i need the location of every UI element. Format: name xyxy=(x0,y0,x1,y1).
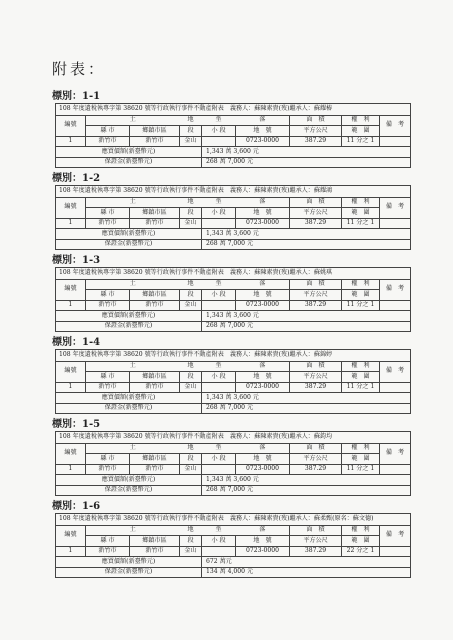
cell-county: 新竹市 xyxy=(86,464,130,475)
price-value: 1,343 萬 3,600 元 xyxy=(202,475,411,486)
col-town: 鄉鎮市區 xyxy=(130,454,180,465)
col-county: 縣 市 xyxy=(86,536,130,547)
cell-town: 新竹市 xyxy=(130,136,180,147)
cell-lot: 0723-0000 xyxy=(236,136,290,147)
cell-county: 新竹市 xyxy=(86,218,130,229)
cell-county: 新竹市 xyxy=(86,382,130,393)
col-range: 範 圍 xyxy=(342,454,380,465)
col-sit: 坐 xyxy=(202,525,236,536)
col-unit: 平方公尺 xyxy=(290,126,342,137)
price-value: 1,343 萬 3,600 元 xyxy=(202,229,411,240)
col-lotno: 地 號 xyxy=(236,454,290,465)
col-sit: 坐 xyxy=(202,197,236,208)
section-label: 標別：1-4 xyxy=(52,337,101,348)
cell-area: 387.29 xyxy=(290,464,342,475)
deposit-value: 268 萬 7,000 元 xyxy=(202,485,411,496)
col-land2: 地 xyxy=(180,115,202,126)
auction-section xyxy=(52,254,412,332)
deposit-value: 268 萬 7,000 元 xyxy=(202,157,411,168)
col-loc: 落 xyxy=(236,197,290,208)
table-header: 108 年度遺稅執專字第 38620 號等行政執行事件不動產附表 義務人：蘇陳素貴(歿)繼承人：蘇鈞均 xyxy=(56,432,411,444)
cell-sec: 金山 xyxy=(180,218,202,229)
cell-subsec xyxy=(202,464,236,475)
col-sec: 段 xyxy=(180,126,202,137)
page-title: 附表： xyxy=(52,60,107,78)
cell-remark xyxy=(380,136,411,147)
cell-share: 11 分之 1 xyxy=(342,136,380,147)
col-land: 土 xyxy=(86,197,180,208)
col-sit: 坐 xyxy=(202,115,236,126)
price-label: 應買價額(新臺幣元) xyxy=(56,475,202,486)
price-value: 1,343 萬 3,600 元 xyxy=(202,147,411,158)
price-label: 應買價額(新臺幣元) xyxy=(56,229,202,240)
cell-area: 387.29 xyxy=(290,382,342,393)
cell-town: 新竹市 xyxy=(130,382,180,393)
deposit-label: 保證金(新臺幣元) xyxy=(56,403,202,414)
auction-section xyxy=(52,336,412,414)
col-range: 範 圍 xyxy=(342,208,380,219)
cell-no: 1 xyxy=(56,218,86,229)
cell-share: 11 分之 1 xyxy=(342,464,380,475)
property-table xyxy=(55,431,411,496)
col-area: 面 積 xyxy=(290,279,342,290)
cell-county: 新竹市 xyxy=(86,300,130,311)
col-county: 縣 市 xyxy=(86,372,130,383)
price-label: 應買價額(新臺幣元) xyxy=(56,311,202,322)
col-share: 權 利 xyxy=(342,525,380,536)
price-label: 應買價額(新臺幣元) xyxy=(56,147,202,158)
col-lotno: 地 號 xyxy=(236,372,290,383)
col-serial: 編號 xyxy=(56,443,86,464)
table-header: 108 年度遺稅執專字第 38620 號等行政執行事件不動產附表 義務人：蘇陳素貴(歿)繼承人：蘇姚琪 xyxy=(56,268,411,280)
cell-area: 387.29 xyxy=(290,136,342,147)
col-serial: 編號 xyxy=(56,361,86,382)
deposit-value: 268 萬 7,000 元 xyxy=(202,403,411,414)
col-lotno: 地 號 xyxy=(236,126,290,137)
col-land: 土 xyxy=(86,525,180,536)
col-sec: 段 xyxy=(180,372,202,383)
table-header: 108 年度遺稅執專字第 38620 號等行政執行事件不動產附表 義務人：蘇陳素貴(歿)繼承人：蘇錦婷 xyxy=(56,350,411,362)
cell-no: 1 xyxy=(56,464,86,475)
col-subsec: 小 段 xyxy=(202,454,236,465)
price-value: 1,343 萬 3,600 元 xyxy=(202,393,411,404)
cell-area: 387.29 xyxy=(290,300,342,311)
auction-section xyxy=(52,418,412,496)
col-county: 縣 市 xyxy=(86,290,130,301)
cell-remark xyxy=(380,546,411,557)
col-share: 權 利 xyxy=(342,197,380,208)
cell-no: 1 xyxy=(56,300,86,311)
cell-lot: 0723-0000 xyxy=(236,218,290,229)
cell-share: 22 分之 1 xyxy=(342,546,380,557)
cell-town: 新竹市 xyxy=(130,464,180,475)
col-town: 鄉鎮市區 xyxy=(130,126,180,137)
cell-lot: 0723-0000 xyxy=(236,382,290,393)
cell-no: 1 xyxy=(56,382,86,393)
col-share: 權 利 xyxy=(342,115,380,126)
cell-lot: 0723-0000 xyxy=(236,300,290,311)
col-sec: 段 xyxy=(180,454,202,465)
cell-share: 11 分之 1 xyxy=(342,218,380,229)
col-area: 面 積 xyxy=(290,115,342,126)
cell-sec: 金山 xyxy=(180,382,202,393)
cell-remark xyxy=(380,300,411,311)
cell-subsec xyxy=(202,300,236,311)
col-range: 範 圍 xyxy=(342,126,380,137)
col-loc: 落 xyxy=(236,279,290,290)
col-land: 土 xyxy=(86,443,180,454)
col-remark: 備 考 xyxy=(380,361,411,382)
col-share: 權 利 xyxy=(342,361,380,372)
section-label: 標別：1-6 xyxy=(52,501,101,512)
property-table xyxy=(55,267,411,332)
col-county: 縣 市 xyxy=(86,454,130,465)
cell-sec: 金山 xyxy=(180,546,202,557)
col-sit: 坐 xyxy=(202,279,236,290)
auction-section xyxy=(52,172,412,250)
col-sec: 段 xyxy=(180,208,202,219)
col-land: 土 xyxy=(86,361,180,372)
price-label: 應買價額(新臺幣元) xyxy=(56,557,202,568)
col-lotno: 地 號 xyxy=(236,208,290,219)
deposit-value: 268 萬 7,000 元 xyxy=(202,239,411,250)
col-land: 土 xyxy=(86,279,180,290)
deposit-value: 134 萬 4,000 元 xyxy=(202,567,411,578)
col-share: 權 利 xyxy=(342,443,380,454)
cell-subsec xyxy=(202,546,236,557)
cell-remark xyxy=(380,382,411,393)
col-loc: 落 xyxy=(236,443,290,454)
col-range: 範 圍 xyxy=(342,536,380,547)
col-unit: 平方公尺 xyxy=(290,454,342,465)
col-area: 面 積 xyxy=(290,525,342,536)
cell-area: 387.29 xyxy=(290,218,342,229)
cell-share: 11 分之 1 xyxy=(342,382,380,393)
col-unit: 平方公尺 xyxy=(290,208,342,219)
auction-section xyxy=(52,90,412,168)
col-unit: 平方公尺 xyxy=(290,372,342,383)
price-value: 672 萬元 xyxy=(202,557,411,568)
cell-lot: 0723-0000 xyxy=(236,464,290,475)
col-sit: 坐 xyxy=(202,361,236,372)
cell-subsec xyxy=(202,218,236,229)
deposit-value: 268 萬 7,000 元 xyxy=(202,321,411,332)
deposit-label: 保證金(新臺幣元) xyxy=(56,321,202,332)
section-label: 標別：1-1 xyxy=(52,91,101,102)
table-header: 108 年度遺稅執專字第 38620 號等行政執行事件不動產附表 義務人：蘇陳素貴(歿)繼承人：蘇柔甄(原名：蘇文德) xyxy=(56,514,411,526)
cell-sec: 金山 xyxy=(180,464,202,475)
col-county: 縣 市 xyxy=(86,208,130,219)
col-remark: 備 考 xyxy=(380,443,411,464)
deposit-label: 保證金(新臺幣元) xyxy=(56,485,202,496)
cell-town: 新竹市 xyxy=(130,218,180,229)
col-area: 面 積 xyxy=(290,197,342,208)
auction-section xyxy=(52,500,412,578)
cell-lot: 0723-0000 xyxy=(236,546,290,557)
section-label: 標別：1-5 xyxy=(52,419,101,430)
deposit-label: 保證金(新臺幣元) xyxy=(56,239,202,250)
table-header: 108 年度遺稅執專字第 38620 號等行政執行事件不動產附表 義務人：蘇陳素貴(歿)繼承人：蘇耀椿 xyxy=(56,104,411,116)
col-serial: 編號 xyxy=(56,525,86,546)
col-land2: 地 xyxy=(180,361,202,372)
col-range: 範 圍 xyxy=(342,372,380,383)
col-land: 土 xyxy=(86,115,180,126)
cell-county: 新竹市 xyxy=(86,546,130,557)
col-share: 權 利 xyxy=(342,279,380,290)
cell-no: 1 xyxy=(56,136,86,147)
property-table xyxy=(55,349,411,414)
cell-sec: 金山 xyxy=(180,300,202,311)
col-loc: 落 xyxy=(236,361,290,372)
col-area: 面 積 xyxy=(290,361,342,372)
cell-share: 11 分之 1 xyxy=(342,300,380,311)
cell-remark xyxy=(380,218,411,229)
col-sit: 坐 xyxy=(202,443,236,454)
table-header: 108 年度遺稅執專字第 38620 號等行政執行事件不動產附表 義務人：蘇陳素貴(歿)繼承人：蘇耀鴻 xyxy=(56,186,411,198)
property-table xyxy=(55,513,411,578)
price-value: 1,343 萬 3,600 元 xyxy=(202,311,411,322)
col-lotno: 地 號 xyxy=(236,536,290,547)
col-remark: 備 考 xyxy=(380,197,411,218)
section-label: 標別：1-2 xyxy=(52,173,101,184)
col-land2: 地 xyxy=(180,279,202,290)
col-land2: 地 xyxy=(180,525,202,536)
cell-subsec xyxy=(202,382,236,393)
col-unit: 平方公尺 xyxy=(290,290,342,301)
col-sec: 段 xyxy=(180,536,202,547)
price-label: 應買價額(新臺幣元) xyxy=(56,393,202,404)
cell-subsec xyxy=(202,136,236,147)
property-table xyxy=(55,103,411,168)
cell-county: 新竹市 xyxy=(86,136,130,147)
deposit-label: 保證金(新臺幣元) xyxy=(56,157,202,168)
cell-town: 新竹市 xyxy=(130,546,180,557)
col-subsec: 小 段 xyxy=(202,372,236,383)
col-town: 鄉鎮市區 xyxy=(130,536,180,547)
col-loc: 落 xyxy=(236,115,290,126)
col-land2: 地 xyxy=(180,443,202,454)
section-label: 標別：1-3 xyxy=(52,255,101,266)
col-remark: 備 考 xyxy=(380,115,411,136)
property-table xyxy=(55,185,411,250)
col-subsec: 小 段 xyxy=(202,536,236,547)
col-land2: 地 xyxy=(180,197,202,208)
col-town: 鄉鎮市區 xyxy=(130,290,180,301)
col-serial: 編號 xyxy=(56,279,86,300)
cell-no: 1 xyxy=(56,546,86,557)
col-lotno: 地 號 xyxy=(236,290,290,301)
col-range: 範 圍 xyxy=(342,290,380,301)
col-county: 縣 市 xyxy=(86,126,130,137)
col-subsec: 小 段 xyxy=(202,290,236,301)
col-subsec: 小 段 xyxy=(202,126,236,137)
col-serial: 編號 xyxy=(56,115,86,136)
cell-remark xyxy=(380,464,411,475)
col-town: 鄉鎮市區 xyxy=(130,372,180,383)
col-remark: 備 考 xyxy=(380,525,411,546)
col-unit: 平方公尺 xyxy=(290,536,342,547)
col-town: 鄉鎮市區 xyxy=(130,208,180,219)
cell-area: 387.29 xyxy=(290,546,342,557)
col-area: 面 積 xyxy=(290,443,342,454)
deposit-label: 保證金(新臺幣元) xyxy=(56,567,202,578)
cell-sec: 金山 xyxy=(180,136,202,147)
col-serial: 編號 xyxy=(56,197,86,218)
col-sec: 段 xyxy=(180,290,202,301)
col-subsec: 小 段 xyxy=(202,208,236,219)
cell-town: 新竹市 xyxy=(130,300,180,311)
col-remark: 備 考 xyxy=(380,279,411,300)
col-loc: 落 xyxy=(236,525,290,536)
